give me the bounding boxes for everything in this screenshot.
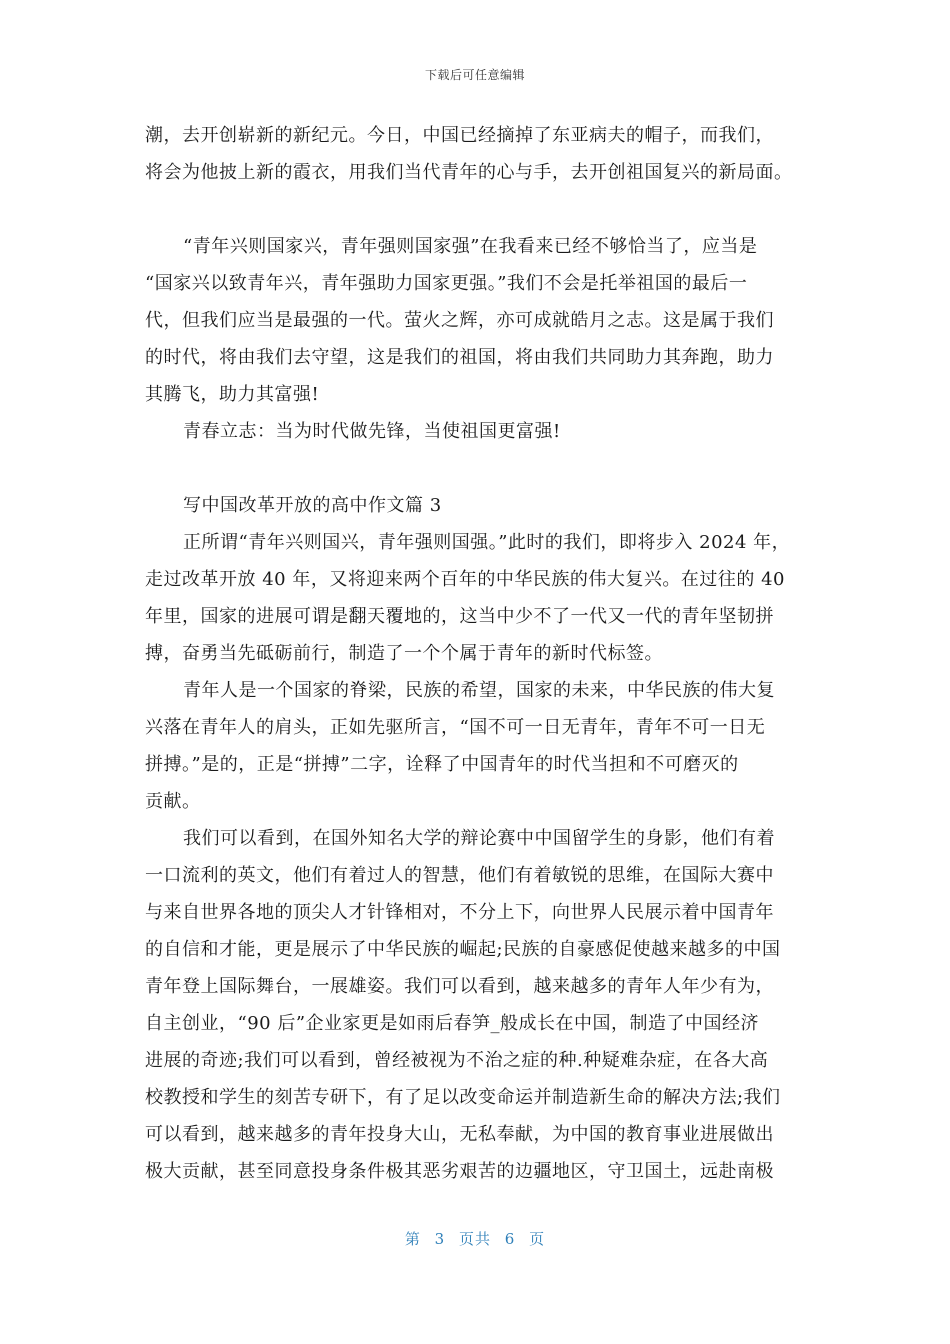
text-line: 走过改革开放 40 年，又将迎来两个百年的中华民族的伟大复兴。在过往的 40: [145, 569, 785, 590]
page-word-ye: 页: [529, 1230, 546, 1248]
text-line: 搏，奋勇当先砥砺前行，制造了一个个属于青年的新时代标签。: [145, 643, 663, 664]
document-body: [145, 117, 810, 1190]
text-line: 青春立志：当为时代做先锋，当使祖国更富强!: [183, 421, 561, 442]
text-line: 青年人是一个国家的脊梁，民族的希望，国家的未来，中华民族的伟大复: [183, 680, 775, 701]
text-line: 青年登上国际舞台，一展雄姿。我们可以看到，越来越多的青年人年少有为，: [145, 976, 774, 997]
paragraph-gap: [145, 191, 810, 228]
page-header: 下载后可任意编辑: [424, 68, 525, 82]
page-footer: [0, 1228, 950, 1249]
text-line: 其腾飞，助力其富强!: [145, 384, 320, 405]
text-line: 的自信和才能，更是展示了中华民族的崛起;民族的自豪感促使越来越多的中国: [145, 939, 781, 960]
text-line: 自主创业，“90 后”企业家更是如雨后春笋_般成长在中国，制造了中国经济: [145, 1013, 760, 1034]
text-line: 潮，去开创崭新的新纪元。今日，中国已经摘掉了东亚病夫的帽子，而我们，: [145, 125, 774, 146]
text-line: 拼搏。”是的，正是“拼搏”二字，诠释了中国青年的时代当担和不可磨灭的: [145, 754, 739, 775]
text-line: 我们可以看到，在国外知名大学的辩论赛中中国留学生的身影，他们有着: [183, 828, 775, 849]
text-line: 进展的奇迹;我们可以看到，曾经被视为不治之症的种.种疑难杂症，在各大高: [145, 1050, 769, 1071]
page-word-di: 第: [404, 1230, 421, 1248]
text-line: 贡献。: [145, 791, 201, 812]
current-page-number: 3: [434, 1230, 446, 1248]
text-line: “青年兴则国家兴，青年强则国家强”在我看来已经不够恰当了，应当是: [183, 236, 758, 257]
page-word-yegong: 页共: [458, 1230, 491, 1248]
total-page-number: 6: [504, 1230, 516, 1248]
text-line: 代，但我们应当是最强的一代。萤火之辉，亦可成就皓月之志。这是属于我们: [145, 310, 774, 331]
text-line: 兴落在青年人的肩头，正如先驱所言，“国不可一日无青年，青年不可一日无: [145, 717, 766, 738]
text-line: “国家兴以致青年兴，青年强助力国家更强。”我们不会是托举祖国的最后一: [145, 273, 748, 294]
text-line: 的时代，将由我们去守望，这是我们的祖国，将由我们共同助力其奔跑，助力: [145, 347, 774, 368]
section-title: 写中国改革开放的高中作文篇 3: [183, 495, 442, 516]
text-line: 年里，国家的进展可谓是翻天覆地的，这当中少不了一代又一代的青年坚韧拼: [145, 606, 774, 627]
text-line: 一口流利的英文，他们有着过人的智慧，他们有着敏锐的思维，在国际大赛中: [145, 865, 774, 886]
text-line: 校教授和学生的刻苦专研下，有了足以改变命运并制造新生命的解决方法;我们: [145, 1087, 781, 1108]
text-line: 可以看到，越来越多的青年投身大山，无私奉献，为中国的教育事业进展做出: [145, 1124, 774, 1145]
text-line: 极大贡献，甚至同意投身条件极其恶劣艰苦的边疆地区，守卫国土，远赴南极: [145, 1161, 774, 1182]
paragraph-gap: [145, 450, 810, 487]
text-line: 将会为他披上新的霞衣，用我们当代青年的心与手，去开创祖国复兴的新局面。: [145, 162, 793, 183]
text-line: 与来自世界各地的顶尖人才针锋相对，不分上下，向世界人民展示着中国青年: [145, 902, 774, 923]
text-line: 正所谓“青年兴则国兴，青年强则国强。”此时的我们，即将步入 2024 年，: [183, 532, 791, 553]
